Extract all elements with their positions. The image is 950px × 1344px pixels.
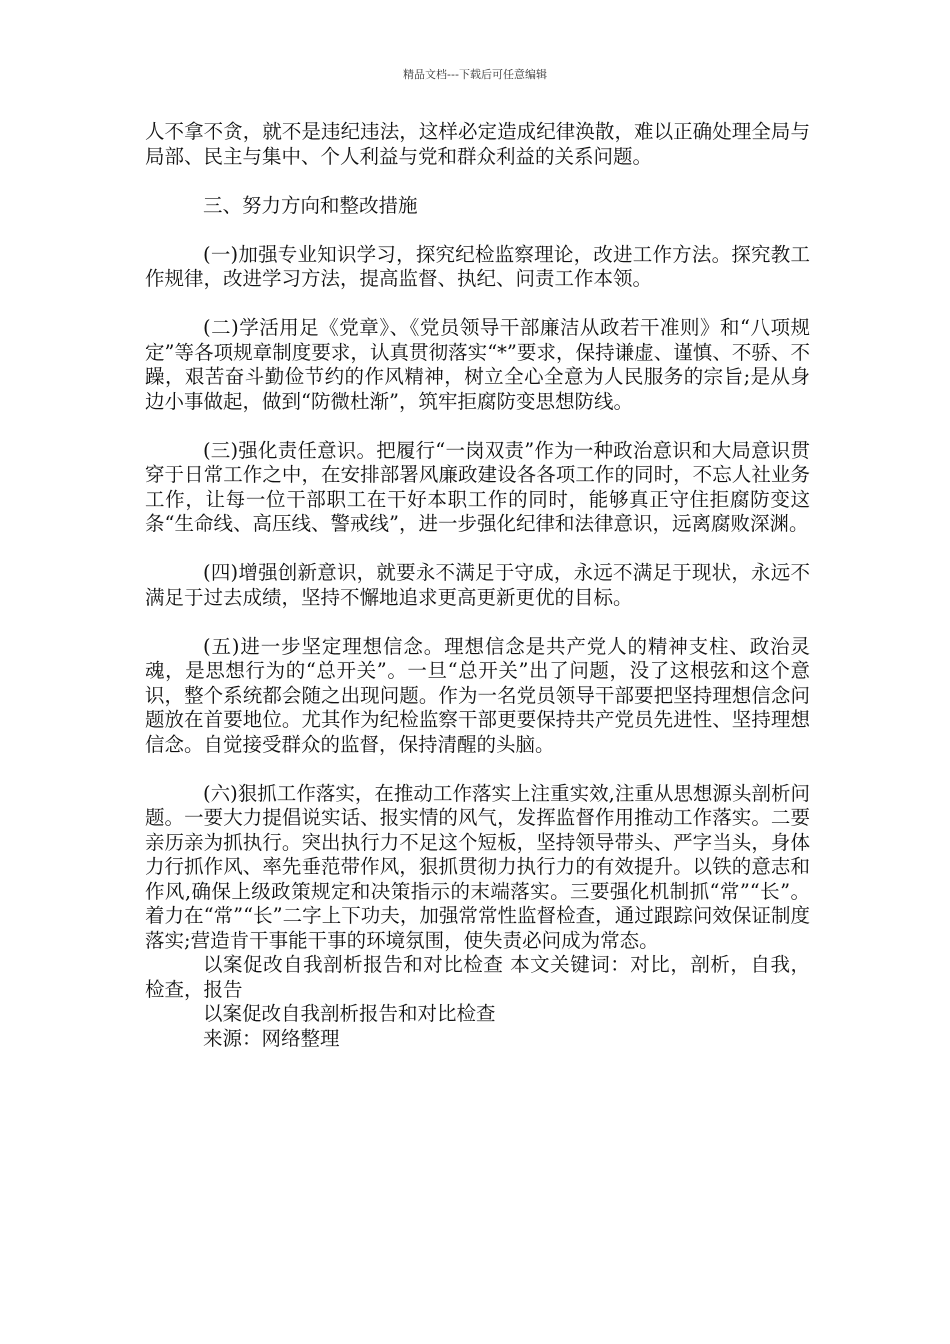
keywords-line: 以案促改自我剖析报告和对比检查 本文关键词：对比，剖析，自我，检查，报告 xyxy=(145,953,810,1001)
paragraph-item-6: (六)狠抓工作落实，在推动工作落实上注重实效,注重从思想源头剖析问题。一要大力提倡说实话、报实情的风气，发挥监督作用推动工作落实。二要亲历亲为抓执行。突出执行力不足这个短板，坚持领导带头、严字当头，身体力行抓作风、率先垂范带作风，狠抓贯彻力执行力的有效提升。以铁的意志和作风,确保上级政策规定和决策指示的末端落实。三要强化机制抓“常”“长”。着力在“常”“长”二字上下功夫，加强常常性监督检查，通过跟踪问效保证制度落实;营造肯干事能干事的环境氛围，使失责必问成为常态。 xyxy=(145,781,810,952)
page-header: 精品文档---下载后可任意编辑 xyxy=(403,68,547,81)
paragraph-item-2: (二)学活用足《党章》、《党员领导干部廉洁从政若干准则》和“八项规定”等各项规章制度要求，认真贯彻落实“*”要求，保持谦虚、谨慎、不骄、不躁，艰苦奋斗勤俭节约的作风精神，树立全心全意为人民服务的宗旨;是从身边小事做起，做到“防微杜渐”，筑牢拒腐防变思想防线。 xyxy=(145,316,810,413)
paragraph-item-1: (一)加强专业知识学习，探究纪检监察理论，改进工作方法。探究教工作规律，改进学习方法，提高监督、执纪、问责工作本领。 xyxy=(145,242,810,290)
paragraph-item-4: (四)增强创新意识，就要永不满足于守成，永远不满足于现状，永远不满足于过去成绩，坚持不懈地追求更高更新更优的目标。 xyxy=(145,561,810,609)
paragraph-continuation: 人不拿不贪，就不是违纪违法，这样必定造成纪律涣散，难以正确处理全局与局部、民主与集中、个人利益与党和群众利益的关系问题。 xyxy=(145,120,810,168)
document-body xyxy=(145,120,810,1051)
section-heading: 三、努力方向和整改措施 xyxy=(203,193,418,217)
paragraph-item-5: (五)进一步坚定理想信念。理想信念是共产党人的精神支柱、政治灵魂，是思想行为的“总开关”。一旦“总开关”出了问题，没了这根弦和这个意识，整个系统都会随之出现问题。作为一名党员领导干部要把坚持理想信念问题放在首要地位。尤其作为纪检监察干部更要保持共产党员先进性、坚持理想信念。自觉接受群众的监督，保持清醒的头脑。 xyxy=(145,634,810,756)
document-title-line: 以案促改自我剖析报告和对比检查 xyxy=(203,1002,496,1025)
paragraph-item-3: (三)强化责任意识。把履行“一岗双责”作为一种政治意识和大局意识贯穿于日常工作之中，在安排部署风廉政建设各各项工作的同时，不忘人社业务工作，让每一位干部职工在干好本职工作的同时，能够真正守住拒腐防变这条“生命线、高压线、警戒线”，进一步强化纪律和法律意识，远离腐败深渊。 xyxy=(145,438,810,535)
source-line: 来源：网络整理 xyxy=(203,1026,340,1050)
